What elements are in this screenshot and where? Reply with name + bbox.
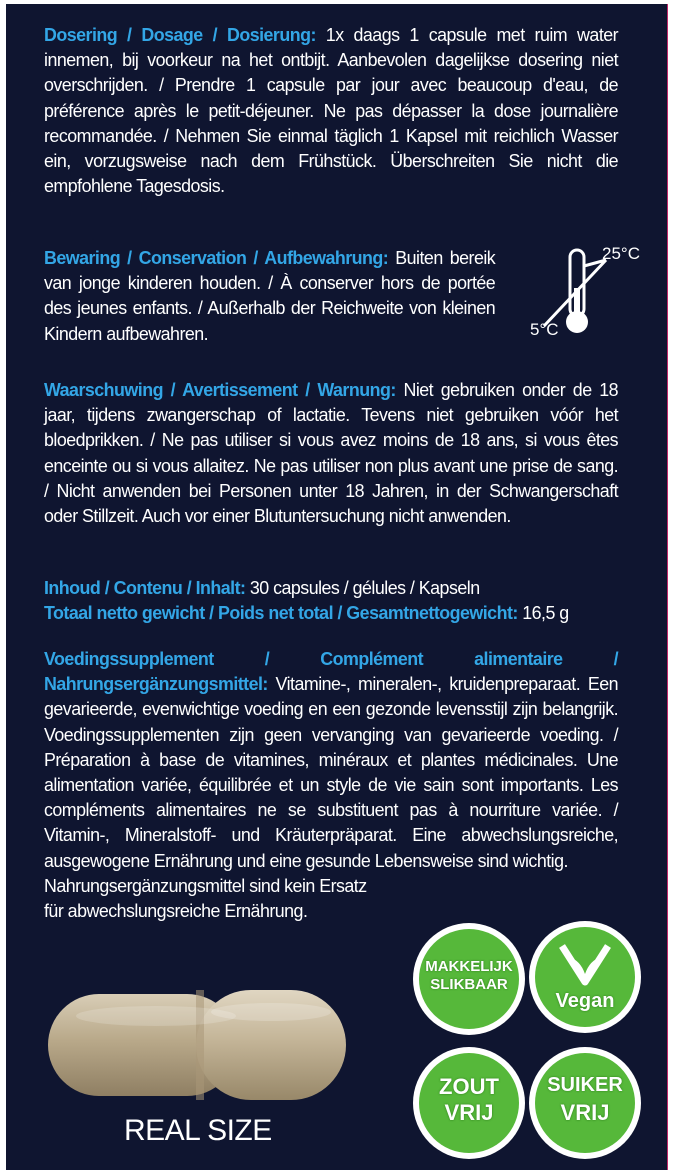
dosage-text: 1x daags 1 capsule met ruim water innemen, bij voorkeur na het ontbijt. Aanbevolen dagelijkse dosering niet overschrijden. / Prendre 1 capsule par jour avec beaucoup d'eau, de préférence après le petit-déjeuner. Ne pas dépasser la dose journalière recommandée. / Nehmen Sie einmal täglich 1 Kapsel mit reichlich Wasser ein, vorzugsweise nach dem Frühstück. Überschreiten Sie nicht die empfohlene Tagesdosis.	[44, 24, 619, 197]
contents-section	[44, 575, 618, 625]
supplement-text-end-1: Nahrungsergänzungsmittel sind kein Ersatz	[44, 874, 367, 896]
capsule-image	[46, 986, 350, 1104]
warning-text: Niet gebruiken onder de 18 jaar, tijdens zwangerschap of lactatie. Tevens niet gebruiken vóór het bloedprikken. / Ne pas utiliser si vous avez moins de 18 ans, si vous êtes enceinte ou si vous allaitez. Ne pas utiliser non plus avant une prise de sang. / Nicht anwenden bei Personen unter 18 Jahren, in der Schwangerschaft oder Stillzeit. Auch vor einer Blutuntersuchung nicht anwenden.	[44, 379, 619, 527]
sugar-free-badge	[526, 1044, 644, 1162]
dosage-heading: Dosering / Dosage / Dosierung:	[44, 24, 316, 45]
net-weight-value: 16,5 g	[517, 602, 569, 624]
dosage-section	[44, 22, 618, 198]
label-panel	[6, 4, 668, 1170]
sugar-free-line-1: SUIKER	[547, 1074, 623, 1096]
salt-free-line-2: VRIJ	[444, 1100, 494, 1125]
supplement-text: Vitamine-, mineralen-, kruidenpreparaat. Een gevarieerde, evenwichtige voeding en een gezonde levensstijl zijn belangrijk. Voedingssupplementen zijn geen vervanging van gevarieerde voeding. / Préparation à base de vitamines, minéraux et plantes médicinales. Une alimentation variée, équilibrée et un style de vie sain sont importants. Les compléments alimentaires ne se substituent pas à nourriture variée. / Vitamin-, Mineralstoff- und Kräuterpräparat. Eine abwechslungsreiche, ausgewogene Ernährung und eine gesunde Lebensweise sind wichtig.	[44, 673, 619, 871]
temperature-range-icon	[522, 238, 652, 348]
net-weight-heading: Totaal netto gewicht / Poids net total / Gesamtnettogewicht:	[44, 602, 518, 624]
storage-heading: Bewaring / Conservation / Aufbewahrung:	[44, 247, 389, 268]
supplement-text-end-2: für abwechslungsreiche Ernährung.	[44, 900, 308, 922]
contents-line	[44, 575, 618, 600]
real-size-label: REAL SIZE	[124, 1114, 272, 1147]
easy-swallow-badge	[410, 920, 528, 1038]
salt-free-badge	[410, 1044, 528, 1162]
vegan-badge	[526, 918, 644, 1036]
salt-free-line-1: ZOUT	[439, 1074, 499, 1099]
temp-min-label: 5°C	[530, 320, 559, 339]
vegan-label: Vegan	[555, 990, 615, 1012]
contents-text: 30 capsules / gélules / Kapseln	[245, 577, 480, 598]
warning-heading: Waarschuwing / Avertissement / Warnung:	[44, 379, 396, 400]
easy-swallow-line-2: SLIKBAAR	[430, 976, 508, 993]
temp-max-label: 25°C	[602, 244, 640, 263]
sugar-free-line-2: VRIJ	[560, 1100, 610, 1125]
supplement-heading: Voedingssupplement / Complément alimentaire / Nahrungsergänzungsmittel:	[44, 648, 619, 695]
storage-text: Buiten bereik van jonge kinderen houden. / À conserver hors de portée des jeunes enfants. / Außerhalb der Reichweite von kleinen Kindern aufbewahren.	[44, 247, 496, 344]
net-weight-line	[44, 600, 618, 625]
supplement-section	[44, 646, 618, 923]
warning-section	[44, 377, 618, 528]
easy-swallow-line-1: MAKKELIJK	[425, 958, 513, 975]
contents-heading: Inhoud / Contenu / Inhalt:	[44, 577, 246, 598]
